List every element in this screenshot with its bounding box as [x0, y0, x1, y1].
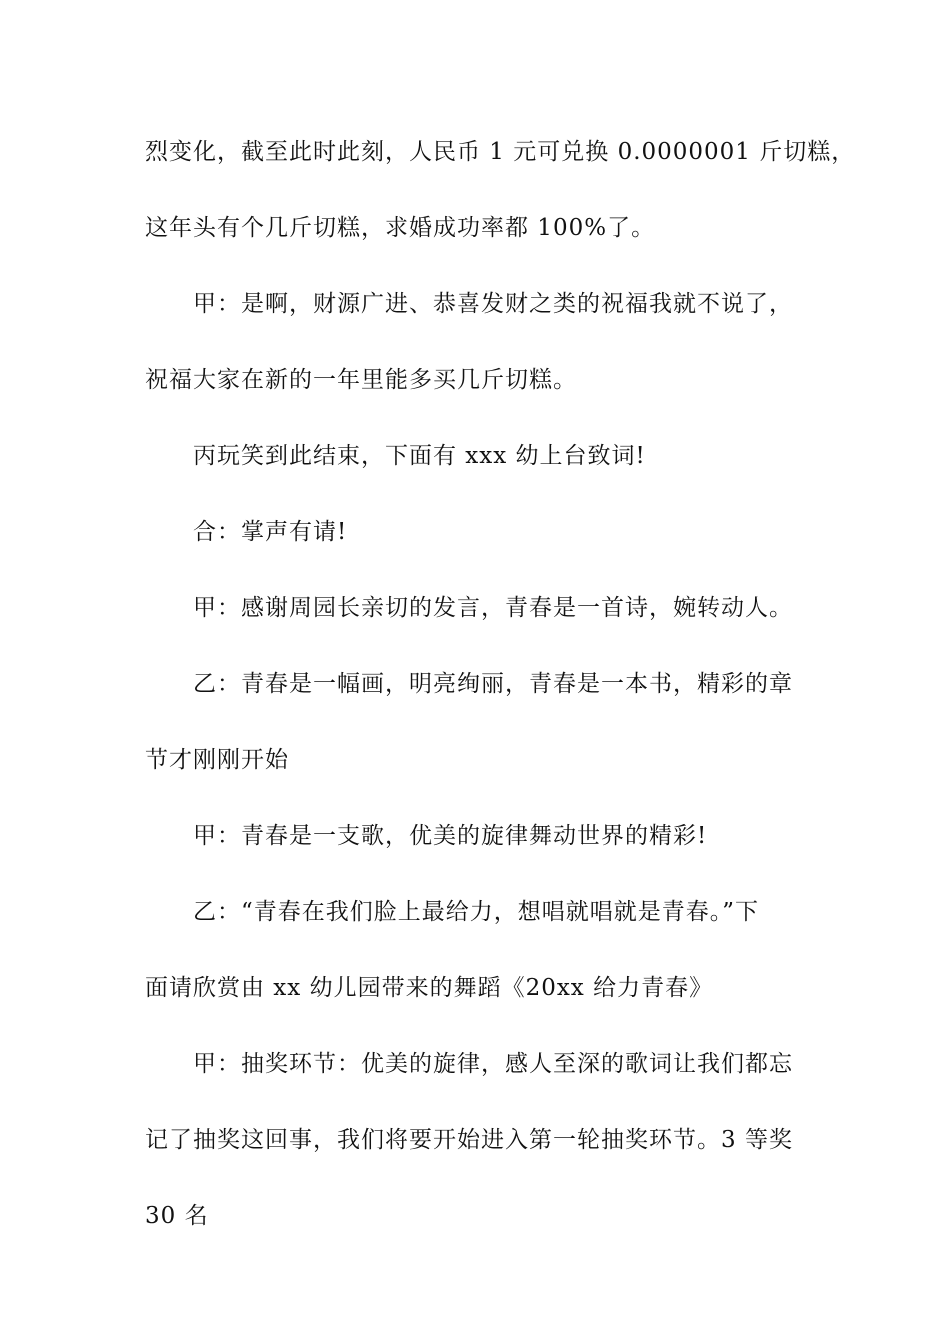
- text-line: 甲：是啊，财源广进、恭喜发财之类的祝福我就不说了，: [193, 291, 793, 317]
- text-line: 烈变化，截至此时此刻，人民币 1 元可兑换 0.0000001 斤切糕，: [145, 139, 856, 165]
- text-line: 记了抽奖这回事，我们将要开始进入第一轮抽奖环节。3 等奖: [145, 1127, 793, 1153]
- text-line: 面请欣赏由 xx 幼儿园带来的舞蹈《20xx 给力青春》: [145, 975, 714, 1001]
- text-line: 甲：青春是一支歌，优美的旋律舞动世界的精彩!: [193, 823, 708, 849]
- text-line: 乙：“青春在我们脸上最给力，想唱就唱就是青春。”下: [193, 899, 760, 925]
- text-line: 乙：青春是一幅画，明亮绚丽，青春是一本书，精彩的章: [193, 671, 793, 697]
- text-line: 丙玩笑到此结束，下面有 xxx 幼上台致词!: [193, 443, 646, 469]
- paragraph-8: [145, 874, 825, 1026]
- paragraph-4: [145, 494, 825, 570]
- text-line: 节才刚刚开始: [145, 747, 289, 773]
- paragraph-1: [145, 114, 856, 266]
- paragraph-9: [145, 1026, 825, 1254]
- text-line: 祝福大家在新的一年里能多买几斤切糕。: [145, 367, 577, 393]
- paragraph-7: [145, 798, 825, 874]
- text-line: 甲：抽奖环节：优美的旋律，感人至深的歌词让我们都忘: [193, 1051, 793, 1077]
- paragraph-5: [145, 570, 825, 646]
- paragraph-6: [145, 646, 825, 798]
- text-line: 30 名: [145, 1203, 209, 1229]
- text-line: 这年头有个几斤切糕，求婚成功率都 100%了。: [145, 215, 656, 241]
- text-line: 合：掌声有请!: [193, 519, 348, 545]
- paragraph-2: [145, 266, 825, 418]
- text-line: 甲：感谢周园长亲切的发言，青春是一首诗，婉转动人。: [193, 595, 793, 621]
- paragraph-3: [145, 418, 825, 494]
